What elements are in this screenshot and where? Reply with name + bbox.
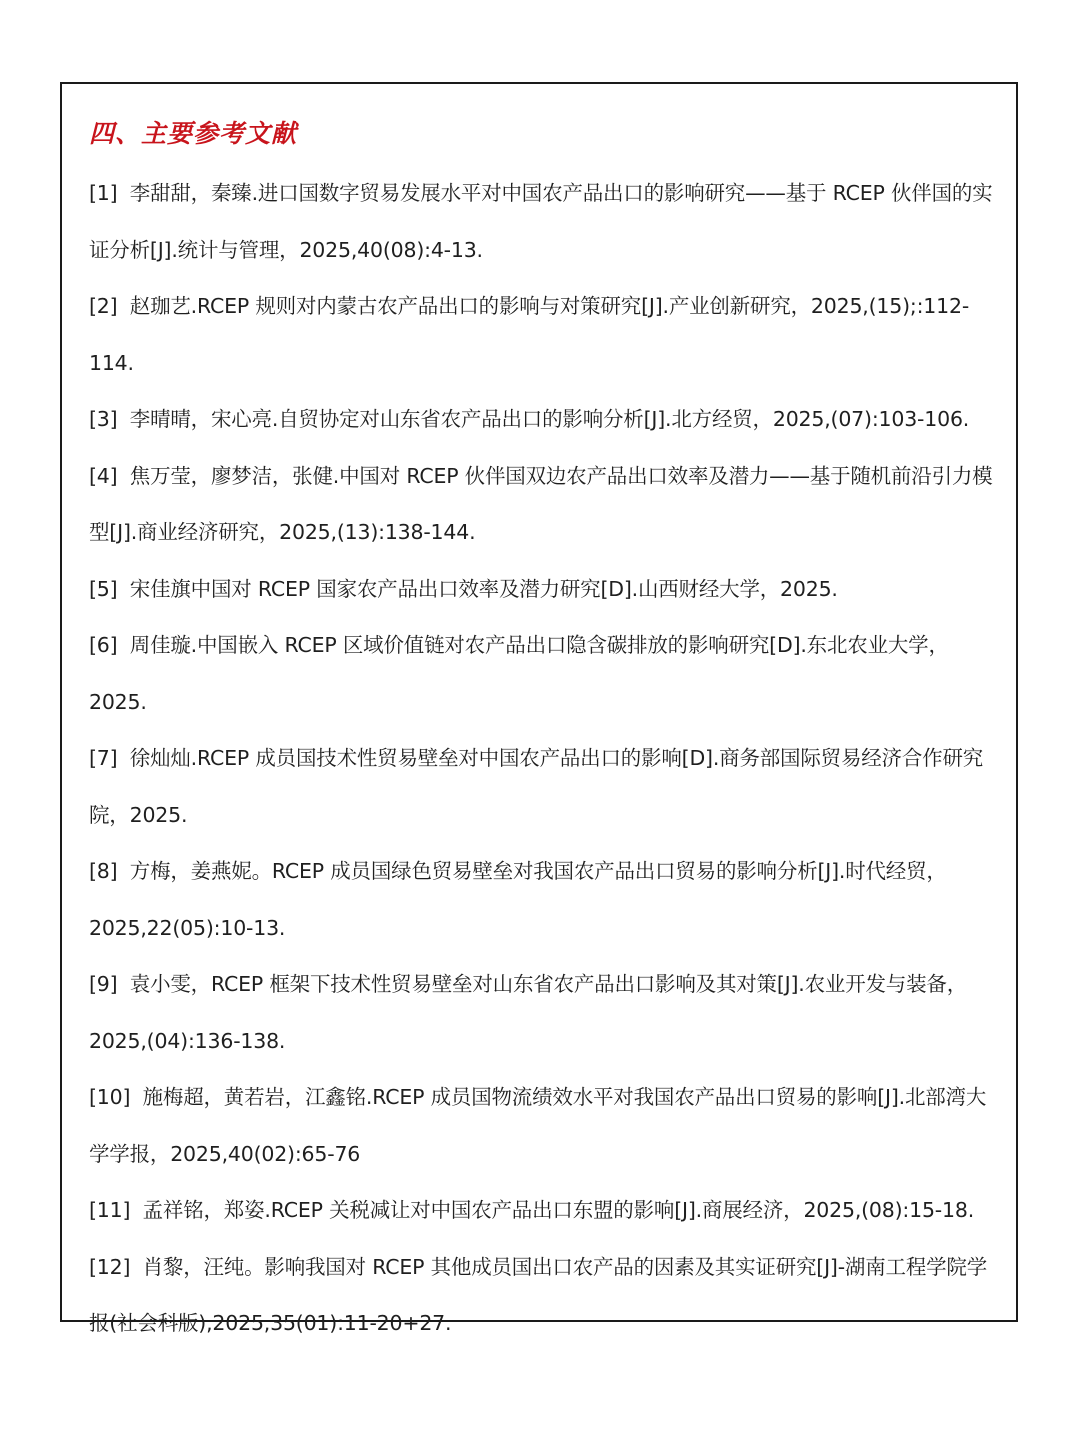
reference-text: 施梅超，黄若岩，江鑫铭.RCEP 成员国物流绩效水平对我国农产品出口贸易的影响[J].北部湾大学学报，2025,40(02):65-76: [89, 1085, 987, 1166]
reference-text: 袁小雯，RCEP 框架下技术性贸易壁垒对山东省农产品出口影响及其对策[J].农业开发与装备，2025,(04):136-138.: [89, 972, 968, 1053]
reference-number: [4]: [89, 463, 118, 488]
reference-number: [5]: [89, 576, 118, 601]
reference-number: [8]: [89, 859, 118, 883]
reference-text: 李晴晴，宋心亮.自贸协定对山东省农产品出口的影响分析[J].北方经贸，2025,(07):103-106.: [129, 407, 970, 431]
reference-text: 肖黎，汪纯。影响我国对 RCEP 其他成员国出口农产品的因素及其实证研究[J]-湖南工程学院学报(社会科版),2025,35(01):11-20+27.: [89, 1254, 988, 1335]
reference-number: [12]: [89, 1254, 131, 1279]
reference-number: [1]: [89, 181, 118, 205]
reference-item: [89, 956, 997, 1069]
reference-number: [11]: [89, 1198, 131, 1222]
reference-text: 周佳璇.中国嵌入 RCEP 区域价值链对农产品出口隐含碳排放的影响研究[D].东北农业大学，2025.: [89, 633, 949, 714]
reference-item: [89, 1239, 997, 1352]
reference-item: [89, 278, 997, 391]
reference-text: 李甜甜，秦臻.进口国数字贸易发展水平对中国农产品出口的影响研究——基于 RCEP 伙伴国的实证分析[J].统计与管理，2025,40(08):4-13.: [89, 181, 993, 262]
reference-item: [89, 165, 997, 278]
references-frame: [60, 82, 1018, 1335]
reference-text: 徐灿灿.RCEP 成员国技术性贸易壁垒对中国农产品出口的影响[D].商务部国际贸易经济合作研究院，2025.: [89, 746, 984, 827]
reference-item: [89, 1182, 997, 1239]
section-title: 四、主要参考文献: [89, 119, 298, 148]
reference-text: 焦万莹，廖梦洁，张健.中国对 RCEP 伙伴国双边农产品出口效率及潜力——基于随机前沿引力模型[J].商业经济研究，2025,(13):138-144.: [89, 463, 993, 544]
reference-text: 孟祥铭，郑姿.RCEP 关税减让对中国农产品出口东盟的影响[J].商展经济，2025,(08):15-18.: [142, 1198, 975, 1222]
reference-number: [2]: [89, 294, 118, 318]
reference-item: [89, 730, 997, 843]
reference-text: 方梅，姜燕妮。RCEP 成员国绿色贸易壁垒对我国农产品出口贸易的影响分析[J].时代经贸，2025,22(05):10-13.: [89, 859, 947, 940]
reference-text: 宋佳旗中国对 RCEP 国家农产品出口效率及潜力研究[D].山西财经大学，2025.: [129, 576, 838, 601]
reference-list: [89, 165, 997, 1352]
reference-item: [89, 617, 997, 730]
reference-item: [89, 448, 997, 561]
reference-number: [6]: [89, 633, 118, 657]
reference-text: 赵珈艺.RCEP 规则对内蒙古农产品出口的影响与对策研究[J].产业创新研究，2025,(15);:112-114.: [89, 294, 970, 375]
reference-number: [10]: [89, 1085, 131, 1109]
reference-item: [89, 843, 997, 956]
reference-item: [89, 561, 997, 618]
reference-number: [3]: [89, 407, 118, 431]
reference-item: [89, 391, 997, 448]
reference-number: [9]: [89, 972, 118, 996]
reference-number: [7]: [89, 746, 118, 770]
reference-item: [89, 1069, 997, 1182]
